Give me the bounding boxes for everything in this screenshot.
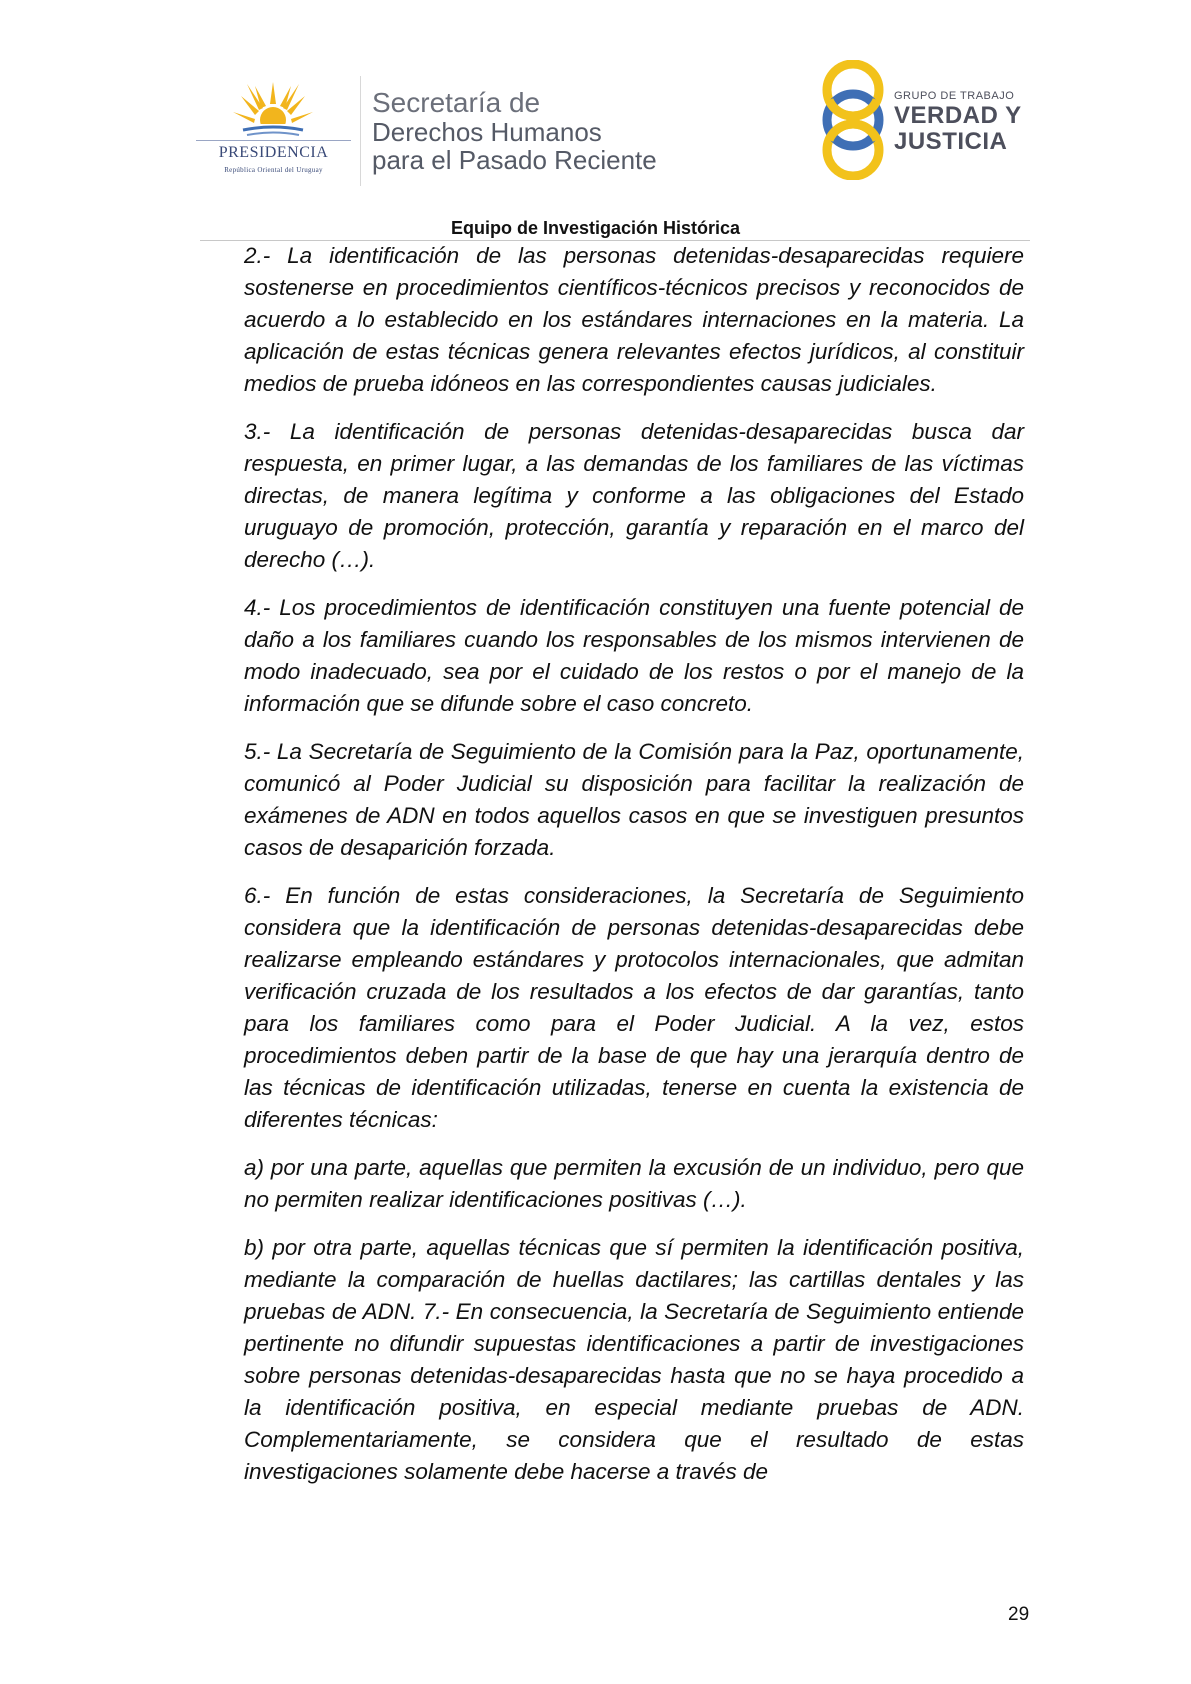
grupo-line3: JUSTICIA xyxy=(894,128,1008,155)
presidencia-logo xyxy=(196,80,351,180)
header-vertical-divider xyxy=(360,76,361,186)
grupo-line2: VERDAD Y xyxy=(894,102,1022,129)
secretaria-line3: para el Pasado Reciente xyxy=(372,145,657,175)
paragraph-6: 6.- En función de estas consideraciones, la Secretaría de Seguimiento considera que la identificación de personas detenidas-desaparecidas debe realizarse empleando estándares y protocolos internacionales, que admitan verificación cruzada de los resultados a los efectos de dar garantías, tanto para los familiares como para el Poder Judicial. A la vez, estos procedimientos deben partir de la base de que hay una jerarquía dentro de las técnicas de identificación utilizadas, tenerse en cuenta la existencia de diferentes técnicas: xyxy=(244,883,1024,1132)
rings-emblem-icon xyxy=(818,60,888,180)
paragraph-a: a) por una parte, aquellas que permiten la excusión de un individuo, pero que no permiten realizar identificaciones positivas (…). xyxy=(244,1155,1024,1212)
secretaria-line1: Secretaría de xyxy=(372,87,541,118)
presidencia-divider xyxy=(196,140,351,141)
secretaria-line2: Derechos Humanos xyxy=(372,117,602,147)
verdad-justicia-text xyxy=(894,90,1022,155)
section-title: Equipo de Investigación Histórica xyxy=(450,218,741,238)
verdad-justicia-logo xyxy=(818,60,1028,180)
grupo-line1: GRUPO DE TRABAJO xyxy=(894,90,1015,102)
document-body xyxy=(244,240,1024,1504)
paragraph-b: b) por otra parte, aquellas técnicas que sí permiten la identificación positiva, mediante la comparación de huellas dactilares; las cartillas dentales y las pruebas de ADN. 7.- En consecuencia, la Secretaría de Seguimiento entiende pertinente no difundir supuestas identificaciones a partir de investigaciones sobre personas detenidas-desaparecidas hasta que no se haya procedido a la identificación positiva, en especial mediante pruebas de ADN. Complementariamente, se considera que el resultado de estas investigaciones solamente debe hacerse a través de xyxy=(244,1235,1024,1484)
paragraph-2: 2.- La identificación de las personas detenidas-desaparecidas requiere sostenerse en procedimientos científicos-técnicos precisos y reconocidos de acuerdo a lo establecido en los estándares internaciones en la materia. La aplicación de estas técnicas genera relevantes efectos jurídicos, al constituir medios de prueba idóneos en las correspondientes causas judiciales. xyxy=(244,243,1024,396)
paragraph-5: 5.- La Secretaría de Seguimiento de la Comisión para la Paz, oportunamente, comunicó al Poder Judicial su disposición para facilitar la realización de exámenes de ADN en todos aquellos casos en que se investiguen presuntos casos de desaparición forzada. xyxy=(244,739,1024,860)
presidencia-subtitle: República Oriental del Uruguay xyxy=(224,166,323,174)
page-number: 29 xyxy=(1008,1604,1030,1625)
presidencia-name: PRESIDENCIA xyxy=(218,144,329,161)
paragraph-4: 4.- Los procedimientos de identificación constituyen una fuente potencial de daño a los familiares cuando los responsables de los mismos intervienen de modo inadecuado, sea por el cuidado de los restos o por el manejo de la información que se difunde sobre el caso concreto. xyxy=(244,595,1024,716)
secretaria-logo-text xyxy=(372,88,732,174)
sun-emblem-icon xyxy=(233,80,313,140)
page-header xyxy=(0,0,1191,240)
paragraph-3: 3.- La identificación de personas detenidas-desaparecidas busca dar respuesta, en primer lugar, a las demandas de los familiares de las víctimas directas, de manera legítima y conforme a las obligaciones del Estado uruguayo de promoción, protección, garantía y reparación en el marco del derecho (…). xyxy=(244,419,1024,572)
